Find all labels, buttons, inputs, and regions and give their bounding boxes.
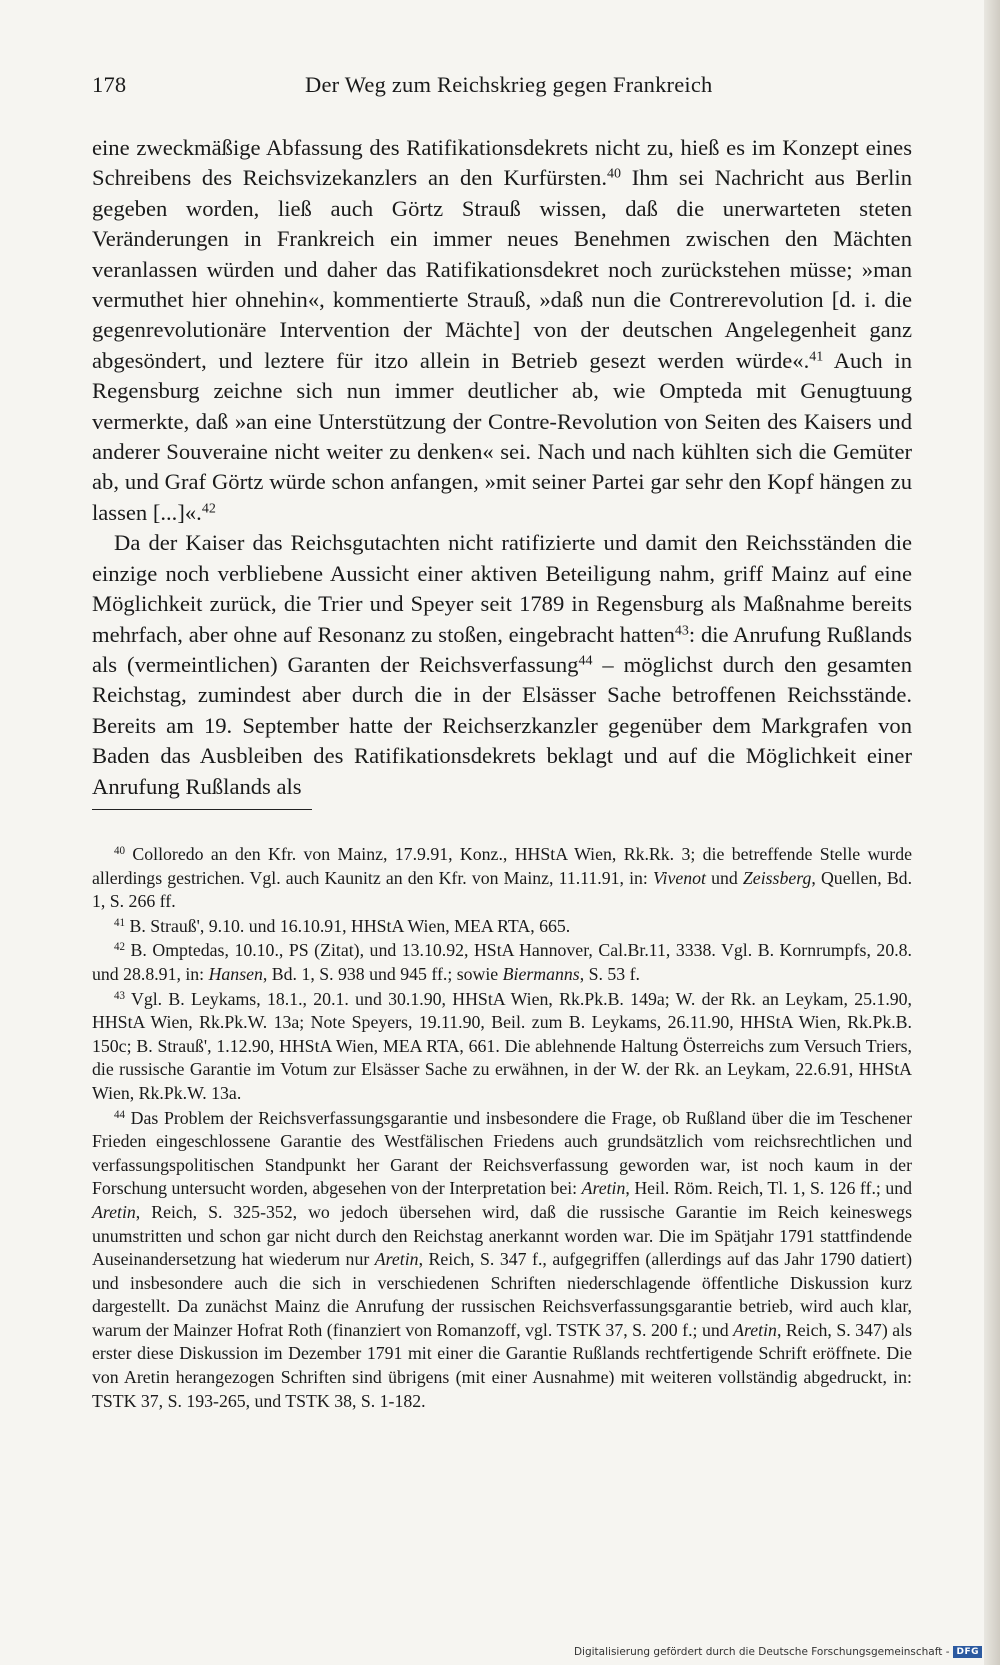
- footnote-number: 40: [114, 844, 126, 857]
- dfg-logo[interactable]: DFG: [953, 1646, 982, 1658]
- footnote-ref-40[interactable]: 40: [606, 166, 621, 182]
- page-number: 178: [92, 72, 127, 97]
- paragraph-1: [92, 133, 912, 528]
- text-run: – möglichst durch den gesamten Reichstag, zumindest aber durch die in der Elsässer Sache betroffenen Reichsstände. Bereits am 19. September hatte der Reichserzkanzler gegenüber dem Markgrafen von Baden das Ausbleiben des Ratifikationsdekrets beklagt und auf die Möglichkeit einer Anrufung Rußlands als: [92, 651, 913, 799]
- footnote-40: [92, 843, 912, 914]
- footnote-42: [92, 939, 912, 986]
- text-run: eine zweckmäßige Abfassung des Ratifikationsdekrets nicht zu, hieß es im Konzept eines Schreibens des Reichsvizekanzlers an den Kurfürsten.: [92, 135, 912, 191]
- text-run: B. Omptedas, 10.10., PS (Zitat), und 13.10.92, HStA Hannover, Cal.Br.11, 3338. Vgl. B. Kornrumpfs, 20.8. und 28.8.91, in:: [92, 940, 912, 984]
- main-text: [92, 133, 912, 802]
- author-name: Zeissberg: [742, 867, 812, 888]
- book-spine-shadow: [984, 0, 1000, 1665]
- text-run: Colloredo an den Kfr. von Mainz, 17.9.91, Konz., HHStA Wien, Rk.Rk. 3; die betreffende Stelle wurde allerdings gestrichen. Vgl. auch Kaunitz an den Kfr. von Mainz, 11.11.91, in:: [92, 844, 912, 888]
- footnote-ref-43[interactable]: 43: [674, 622, 689, 638]
- running-title: Der Weg zum Reichskrieg gegen Frankreich: [305, 72, 713, 97]
- paragraph-2: [92, 528, 912, 802]
- text-run: , Heil. Röm. Reich, Tl. 1, S. 126 ff.; und: [625, 1178, 912, 1199]
- footnote-43: [92, 988, 912, 1106]
- text-run: , Quellen, Bd. 1, S. 266 ff.: [92, 867, 913, 912]
- author-name: Vivenot: [652, 867, 706, 888]
- text-run: und: [705, 867, 743, 888]
- text-run: , Reich, S. 325-352, wo jedoch übersehen wird, daß die russische Garantie im Reich keineswegs unumstritten und schon gar nicht durch den Reichstag anerkannt worden war. Die im Spätjahr 1791 stattfindende Auseinandersetzung hat wiederum nur: [92, 1201, 912, 1270]
- text-run: , Bd. 1, S. 938 und 945 ff.; sowie: [262, 963, 503, 984]
- text-run: Vgl. B. Leykams, 18.1., 20.1. und 30.1.90, HHStA Wien, Rk.Pk.B. 149a; W. der Rk. an Leykam, 25.1.90, HHStA Wien, Rk.Pk.W. 13a; Note Speyers, 19.11.90, Beil. zum B. Leykams, 26.11.90, HHStA Wien, Rk.Pk.B. 150c; B. Strauß', 1.12.90, HHStA Wien, MEA RTA, 661. Die ablehnende Haltung Österreichs zum Versuch Triers, die russische Garantie im Votum zur Elsässer Sache zu erwähnen, in der W. der Rk. an Leykam, 22.6.91, HHStA Wien, Rk.Pk.W. 13a.: [92, 988, 912, 1103]
- digitization-footer: [574, 1644, 982, 1660]
- text-run: Ihm sei Nachricht aus Berlin gegeben worden, ließ auch Görtz Strauß wissen, daß die unerwarteten steten Veränderungen in Frankreich ein immer neues Benehmen zwischen den Mächten veranlassen würden und daher das Ratifikationsdekret noch zurückstehen müsse; »man vermuthet hier ohnehin«, kommentierte Strauß, »daß nun die Contrerevolution [d. i. die gegenrevolutionäre Intervention der Mächte] von der deutschen Angelegenheit ganz abgesöndert, und leztere für itzo allein in Betrieb gesezt werden würde«.: [92, 165, 912, 373]
- footnote-number: 41: [114, 916, 126, 929]
- author-name: Hansen: [208, 963, 263, 984]
- text-run: Da der Kaiser das Reichsgutachten nicht ratifizierte und damit den Reichsständen die einzige noch verbliebene Aussicht einer aktiven Beteiligung nahm, griff Mainz auf eine Möglichkeit zurück, die Trier und Speyer seit 1789 in Regensburg als Maßnahme bereits mehrfach, aber ohne auf Resonanz zu stoßen, eingebracht hatten: [92, 530, 912, 647]
- footnote-ref-41[interactable]: 41: [809, 349, 824, 365]
- text-run: : die Anrufung Rußlands als (vermeintlichen) Garanten der Reichsverfassung: [92, 621, 912, 677]
- text-run: Das Problem der Reichsverfassungsgarantie und insbesondere die Frage, ob Rußland über die im Teschener Frieden eingeschlossene Garantie des Westfälischen Friedens auch grundsätzlich vom reichsrechtlichen und verfassungspolitischen Standpunkt her Garant der Reichsverfassung geworden war, ist noch kaum in der Forschung untersucht worden, abgesehen von der Interpretation bei:: [92, 1107, 912, 1199]
- text-run: B. Strauß', 9.10. und 16.10.91, HHStA Wien, MEA RTA, 665.: [125, 915, 571, 936]
- footnote-number: 43: [114, 989, 126, 1002]
- author-name: Biermanns: [502, 963, 580, 984]
- footnote-ref-44[interactable]: 44: [578, 653, 593, 669]
- footnote-number: 44: [114, 1108, 126, 1121]
- text-run: , Reich, S. 347) als erster diese Diskussion im Dezember 1791 mit einer die Garantie Rußlands rechtfertigende Schrift eröffnete. Die von Aretin herangezogen Schriften sind übrigens (mit einer Ausnahme) mit weiteren vollständig abgedruckt, in: TSTK 37, S. 193-265, und TSTK 38, S. 1-182.: [92, 1319, 913, 1411]
- footnote-number: 42: [114, 941, 126, 954]
- footnote-separator: [92, 809, 312, 810]
- running-header: [92, 72, 912, 108]
- footnote-44: [92, 1107, 912, 1414]
- text-run: Auch in Regensburg zeichne sich nun immer deutlicher ab, wie Ompteda mit Genugtuung vermerkte, daß »an eine Unterstützung der Contre-Revolution von Seiten des Kaisers und anderer Souveraine nicht weiter zu denken« sei. Nach und nach kühlten sich die Gemüter ab, und Graf Görtz würde schon anfangen, »mit seiner Partei gar sehr den Kopf hängen zu lassen [...]«.: [92, 347, 912, 525]
- footnote-ref-42[interactable]: 42: [201, 501, 216, 517]
- author-name: Aretin: [581, 1178, 626, 1199]
- footnotes: [92, 843, 912, 1414]
- author-name: Aretin: [92, 1201, 136, 1222]
- author-name: Aretin: [733, 1319, 777, 1340]
- text-run: , S. 53 f.: [579, 963, 640, 984]
- footer-text: Digitalisierung gefördert durch die Deutsche Forschungsgemeinschaft -: [573, 1646, 950, 1658]
- footnote-41: [92, 915, 912, 939]
- author-name: Aretin: [374, 1249, 419, 1270]
- text-run: , Reich, S. 347 f., aufgegriffen (allerdings auf das Jahr 1790 datiert) und insbesondere auch die sich in verschiedenen Schriften niederschlagende öffentliche Diskussion kurz dargestellt. Da zunächst Mainz die Anrufung der russischen Reichsverfassungsgarantie betrieb, wird auch klar, warum der Mainzer Hofrat Roth (finanziert von Romanzoff, vgl. TSTK 37, S. 200 f.; und: [92, 1249, 912, 1340]
